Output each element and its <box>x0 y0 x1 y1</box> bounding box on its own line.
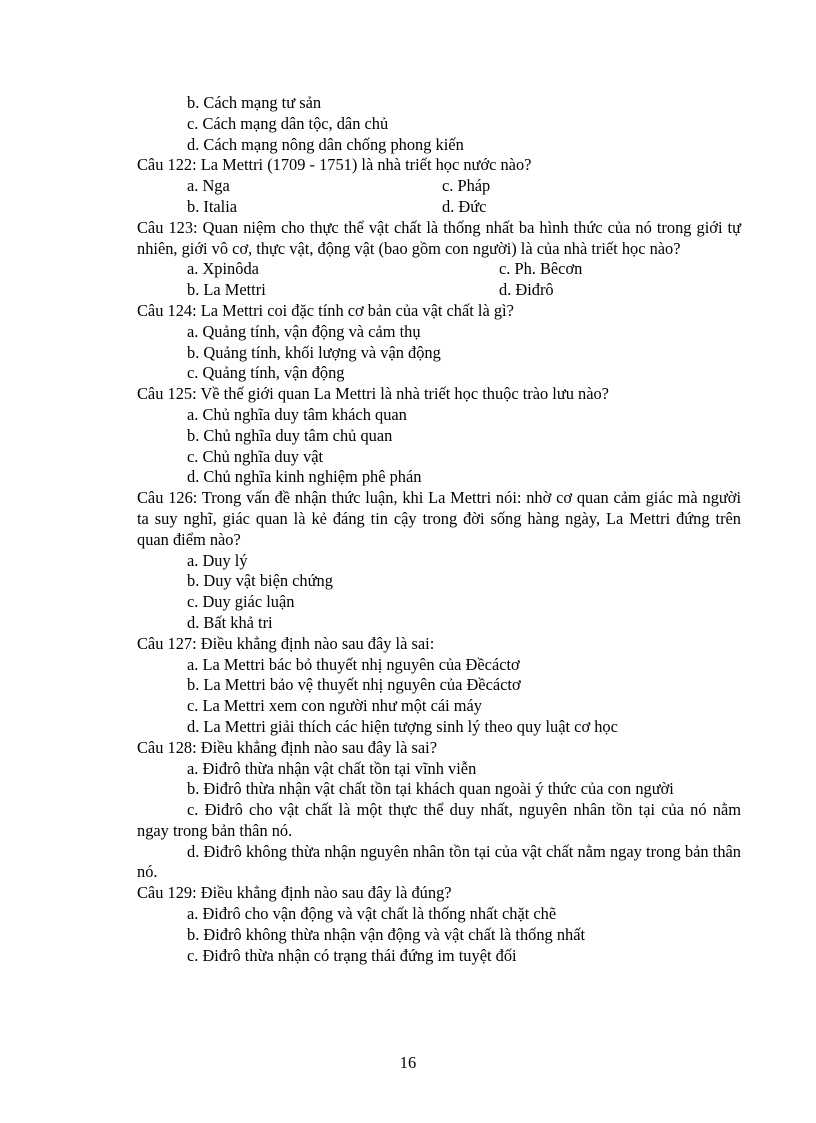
question-123: Câu 123: Quan niệm cho thực thể vật chất là thống nhất ba hình thức của nó trong giới tự nhiên, giới vô cơ, thực vật, động vật (bao gồm con người) là của nhà triết học nào? <box>137 217 741 258</box>
option-b: b. Italia <box>187 196 238 216</box>
option-line: d. Cách mạng nông dân chống phong kiến <box>187 134 464 154</box>
options-row <box>137 197 741 218</box>
option-d: d. Chủ nghĩa kinh nghiệm phê phán <box>187 467 422 487</box>
question-127: Câu 127: Điều khẳng định nào sau đây là sai: <box>137 633 435 653</box>
option-a: a. La Mettri bác bỏ thuyết nhị nguyên của Đềcáctơ <box>187 654 520 674</box>
option-b: b. La Mettri bảo vệ thuyết nhị nguyên của Đềcáctơ <box>187 675 521 695</box>
question-128: Câu 128: Điều khẳng định nào sau đây là sai? <box>137 737 437 757</box>
options-row <box>137 259 741 280</box>
option-c: c. Pháp <box>442 176 491 196</box>
document-page <box>137 93 741 966</box>
option-a: a. Quảng tính, vận động và cảm thụ <box>187 321 421 341</box>
option-d: d. Điđrô không thừa nhận nguyên nhân tồn tại của vật chất nằm ngay trong bản thân nó. <box>137 841 741 882</box>
question-125: Câu 125: Về thế giới quan La Mettri là nhà triết học thuộc trào lưu nào? <box>137 384 609 404</box>
option-d: d. Điđrô <box>499 280 554 300</box>
option-d: d. La Mettri giải thích các hiện tượng sinh lý theo quy luật cơ học <box>187 716 618 736</box>
option-a: a. Chủ nghĩa duy tâm khách quan <box>187 404 407 424</box>
option-d: d. Đức <box>442 196 487 216</box>
option-c: c. Điđrô thừa nhận có trạng thái đứng im tuyệt đối <box>187 945 517 965</box>
option-a: a. Điđrô thừa nhận vật chất tồn tại vĩnh viễn <box>187 758 477 778</box>
option-a: a. Điđrô cho vận động và vật chất là thống nhất chặt chẽ <box>187 904 557 924</box>
page-number: 16 <box>399 1053 417 1072</box>
question-124: Câu 124: La Mettri coi đặc tính cơ bản của vật chất là gì? <box>137 300 514 320</box>
option-b: b. Duy vật biện chứng <box>187 571 333 591</box>
option-b: b. Điđrô thừa nhận vật chất tồn tại khách quan ngoài ý thức của con người <box>187 779 674 799</box>
options-row <box>137 176 741 197</box>
option-b: b. La Mettri <box>187 280 266 300</box>
option-c: c. Ph. Bêcơn <box>499 259 583 279</box>
option-a: a. Nga <box>187 176 230 196</box>
option-b: b. Quảng tính, khối lượng và vận động <box>187 342 441 362</box>
question-122: Câu 122: La Mettri (1709 - 1751) là nhà triết học nước nào? <box>137 155 532 175</box>
option-b: b. Chủ nghĩa duy tâm chủ quan <box>187 425 393 445</box>
option-d: d. Bất khả tri <box>187 612 273 632</box>
option-c: c. Duy giác luận <box>187 592 295 612</box>
option-a: a. Duy lý <box>187 550 248 570</box>
question-129: Câu 129: Điều khẳng định nào sau đây là đúng? <box>137 883 452 903</box>
option-c: c. Chủ nghĩa duy vật <box>187 446 324 466</box>
question-126: Câu 126: Trong vấn đề nhận thức luận, khi La Mettri nói: nhờ cơ quan cảm giác mà người ta suy nghĩ, giác quan là kẻ đáng tin cậy trong đời sống hàng ngày, La Mettri đứng trên quan điểm nào? <box>137 488 741 549</box>
options-row <box>137 280 741 301</box>
option-c: c. La Mettri xem con người như một cái máy <box>187 696 482 716</box>
option-c: c. Điđrô cho vật chất là một thực thể duy nhất, nguyên nhân tồn tại của nó nằm ngay trong bản thân nó. <box>137 800 741 840</box>
option-line: c. Cách mạng dân tộc, dân chủ <box>187 113 389 133</box>
option-line: b. Cách mạng tư sản <box>187 93 322 112</box>
option-c: c. Quảng tính, vận động <box>187 363 345 383</box>
option-b: b. Điđrô không thừa nhận vận động và vật chất là thống nhất <box>187 924 586 944</box>
option-a: a. Xpinôda <box>187 259 259 279</box>
